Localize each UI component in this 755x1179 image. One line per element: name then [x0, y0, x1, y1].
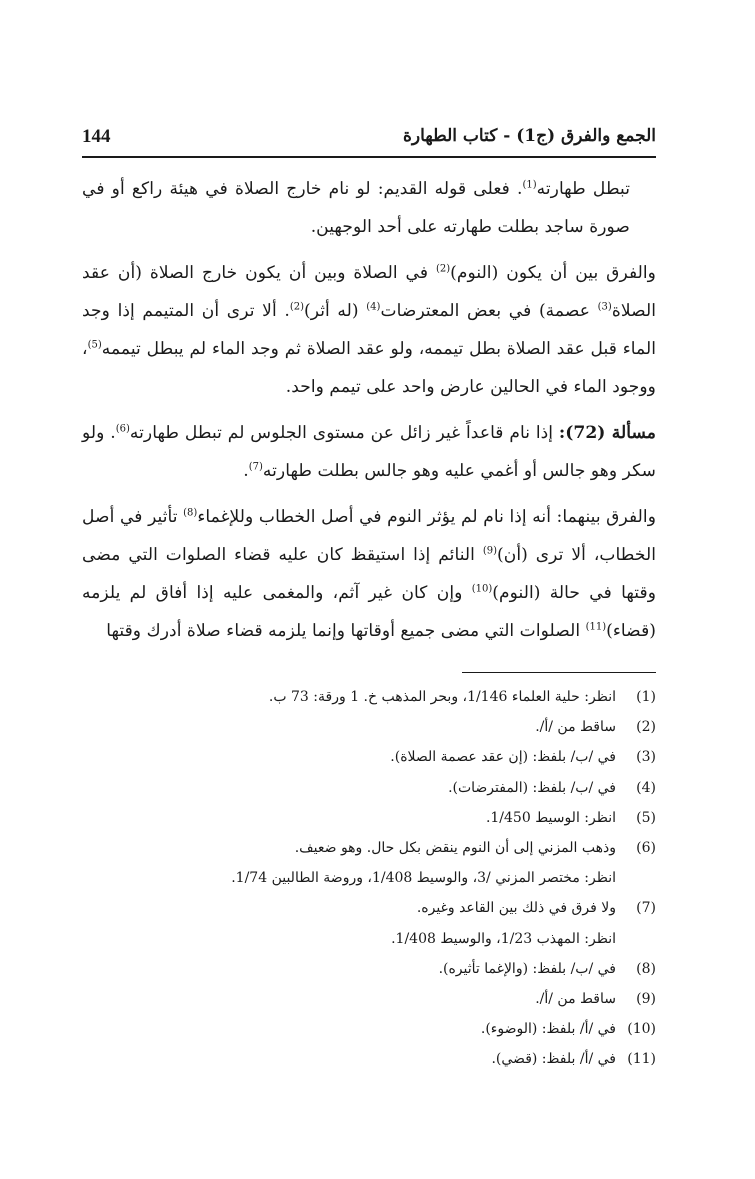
issue-title: مسألة (72): [558, 423, 657, 443]
footnote-ref-2: (2) [435, 263, 451, 275]
footnote-ref-8: (8) [183, 507, 198, 519]
footnote-ref-3: (3) [597, 301, 612, 313]
footnotes [82, 682, 656, 1075]
footnote-8: (8) في /ب/ بلفظ: (والإغما تأثيره). [438, 960, 656, 977]
main-text [82, 170, 656, 658]
footnote-ref-4: (4) [366, 301, 381, 313]
footnote-6-reference: انظر: مختصر المزني /3، والوسيط 1/408، وروضة الطالبين 1/74. [231, 870, 616, 887]
footnote-ref-11: (11) [585, 621, 607, 633]
footnote-5: (5) انظر: الوسيط 1/450. [485, 809, 656, 826]
page-number: 144 [82, 126, 111, 147]
footnote-9: (9) ساقط من /أ/. [535, 991, 656, 1008]
paragraph-issue-72: مسألة (72): إذا نام قاعداً غير زائل عن مستوى الجلوس لم تبطل طهارته$^{(6)}$. ولو سكر وهو جالس أو أغمي عليه وهو جالس بطلت طهارته$^{(7)}$. [82, 423, 657, 481]
footnote-3: (3) في /ب/ بلفظ: (إن عقد عصمة الصلاة). [390, 749, 656, 766]
footnote-ref-10: (10) [471, 583, 493, 595]
paragraph-2: والفرق بين أن يكون (النوم)$^{(2)}$ في الصلاة وبين أن يكون خارج الصلاة (أن عقد الصلاة$^{(3)}$ عصمة) في بعض المعترضات$^{(4)}$ (له أثر)$^{(2)}$. ألا ترى أن المتيمم إذا وجد الماء قبل عقد الصلاة بطل تيممه، ولو عقد الصلاة ثم وجد الماء لم يبطل تيممه$^{(5)}$، ووجود الماء في الحالين عارض واحد على تيمم واحد. [82, 263, 656, 397]
footnote-2: (2) ساقط من /أ/. [535, 719, 656, 736]
running-title: الجمع والفرق (ج1) - كتاب الطهارة [403, 126, 656, 146]
footnote-ref-7: (7) [248, 461, 263, 473]
footnote-6: (6) وذهب المزني إلى أن النوم ينقض بكل حال. وهو ضعيف. [294, 840, 656, 857]
footnote-ref-1: (1) [522, 179, 537, 191]
page-header [82, 122, 656, 158]
footnote-divider [462, 672, 656, 673]
footnote-7-reference: انظر: المهذب 1/23، والوسيط 1/408. [391, 930, 616, 947]
footnote-4: (4) في /ب/ بلفظ: (المفترضات). [448, 779, 656, 796]
footnote-11: (11) في /أ/ بلفظ: (قضي). [491, 1051, 656, 1068]
paragraph-4: والفرق بينهما: أنه إذا نام لم يؤثر النوم في أصل الخطاب وللإغماء$^{(8)}$ تأثير في أصل الخطاب، ألا ترى (أن)$^{(9)}$ النائم إذا استيقظ كان عليه قضاء الصلوات التي مضى وقتها في حالة (النوم)$^{(10)}$ وإن كان غير آثم، والمغمى عليه إذا أفاق لم يلزمه (قضاء)$^{(11)}$ الصلوات التي مضى جميع أوقاتها وإنما يلزمه قضاء صلاة أدرك وقتها [82, 507, 656, 641]
footnote-7: (7) ولا فرق في ذلك بين القاعد وغيره. [416, 900, 656, 917]
footnote-ref-5: (5) [87, 339, 102, 351]
paragraph-1: تبطل طهارته$^{(1)}$. فعلى قوله القديم: لو نام خارج الصلاة في هيئة راكع أو في صورة ساجد بطلت طهارته على أحد الوجهين. [82, 179, 631, 237]
footnote-1: (1) انظر: حلية العلماء 1/146، وبحر المذهب خ. 1 ورقة: 73 ب. [268, 689, 656, 705]
footnote-10: (10) في /أ/ بلفظ: (الوضوء). [480, 1021, 656, 1038]
footnote-ref-9: (9) [482, 545, 497, 557]
footnote-ref-6: (6) [115, 423, 130, 435]
footnote-ref-2b: (2) [289, 301, 305, 313]
